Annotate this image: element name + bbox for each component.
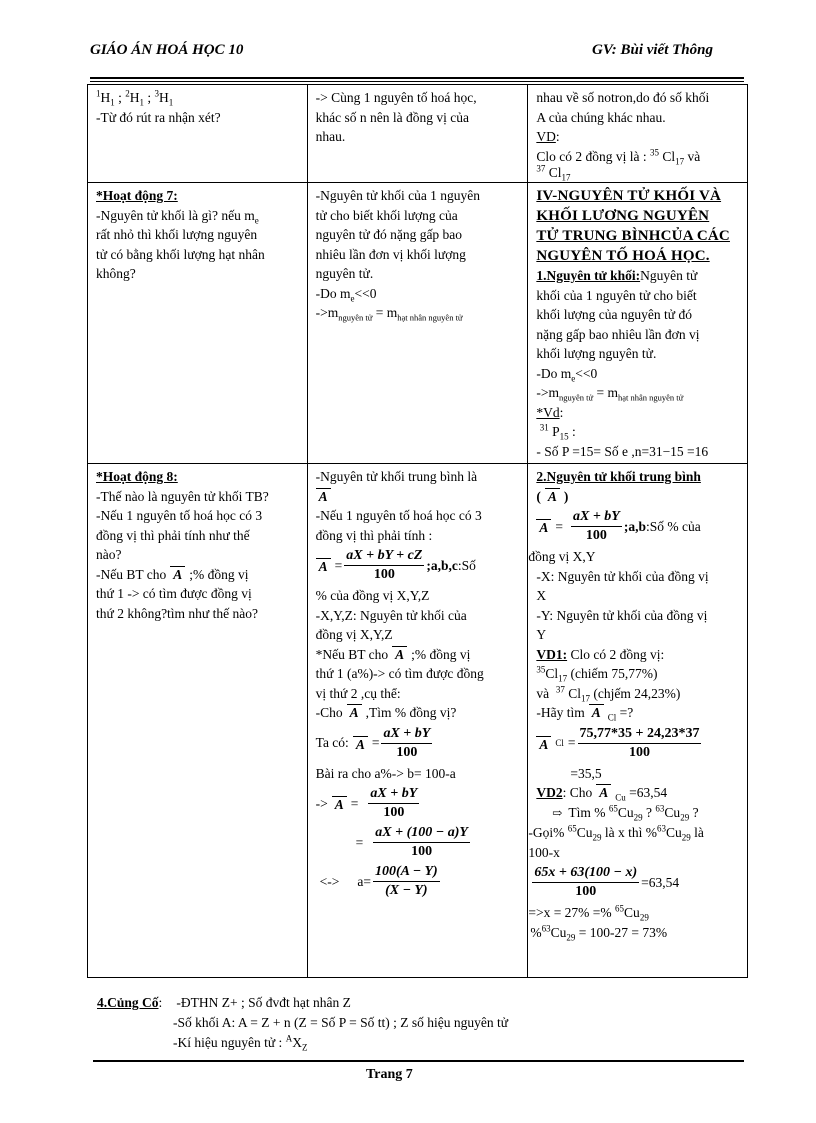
text-line: -Cho A ,Tìm % đồng vị? <box>315 705 457 720</box>
a-bar-symbol: A <box>316 488 331 503</box>
mass-equation: $->m_{nguyên tử} = m_{hạt nhân nguyên tử}$ <box>536 385 684 403</box>
isotope-list: $^1H_1$ ; $^2H_1$ ; $^3H_1$ <box>96 88 174 108</box>
text-line: -Nguyên tử khối là gì? nếu $m_e$ <box>96 207 259 226</box>
text-line: -Thế nào là nguyên tử khối TB? <box>96 488 269 504</box>
summary-line: -Kí hiệu nguyên tử : $^AX_Z$ <box>173 1033 308 1053</box>
section-title: TỬ TRUNG BÌNHCỦA CÁC <box>536 228 730 244</box>
text-line: nguyên tử. <box>315 266 374 281</box>
example-text: Clo có 2 đồng vị là : $^{35}$ $Cl_{17}$ và <box>536 147 701 167</box>
teacher-activity-cell <box>88 464 308 978</box>
example-label: *Vd: <box>536 404 564 420</box>
content-cell <box>528 183 748 464</box>
section-title: IV-NGUYÊN TỬ KHỐI VÀ <box>536 188 722 204</box>
text-line: Bài ra cho a%-> b= 100-a <box>315 765 456 781</box>
text-line: nguyên tử đó nặng gấp bao <box>315 227 463 242</box>
lesson-table <box>87 84 748 978</box>
text-line: $\%^{63}Cu_{29} = 100-27 = 73\%$ <box>530 923 668 943</box>
example-2-title: VD2: Cho A $_{Cu}$ =63,54 <box>536 785 668 803</box>
formula-average-mass: A = $\frac{aX + bY}{100}$ ;a,b :Số % của <box>536 508 743 545</box>
mass-equation: $->m_{nguyên tử} = m_{hạt nhân nguyên tử}$ <box>315 305 463 323</box>
text-line: đồng vị X,Y <box>528 549 596 564</box>
text-line: 100-x <box>528 844 560 860</box>
table-row <box>88 85 748 183</box>
text-line: khác số n nên là đồng vị của <box>315 109 469 125</box>
section-title: KHỐI LƯƠNG NGUYÊN <box>536 208 710 224</box>
text-line: X <box>536 588 547 603</box>
formula-two-isotopes: Ta có: A = $\frac{aX + bY}{100}$ <box>315 725 431 760</box>
text-line: thứ 2 không?tìm như thế nào? <box>96 605 258 621</box>
text-line: đồng vị thì phải tính như thế <box>96 527 250 543</box>
text-line: -Nguyên tử khối của 1 nguyên <box>315 188 481 203</box>
text-line: -X: Nguyên tử khối của đồng vị <box>536 568 709 584</box>
text-line: *Nếu BT cho A ;% đồng vị <box>315 646 471 662</box>
text-line: nặng gấp bao nhiêu lần đơn vị <box>536 326 700 342</box>
text-line: đồng vị X,Y,Z <box>315 627 393 642</box>
example-1-title: VD1: Clo có 2 đồng vị: <box>536 646 665 662</box>
text-line: -Nguyên tử khối trung bình là <box>315 469 478 484</box>
student-activity-cell <box>307 183 528 464</box>
text-line: nhiêu lần đơn vị khối lượng <box>315 246 466 262</box>
content-cell <box>528 464 748 978</box>
table-row <box>88 464 748 978</box>
text-line: không? <box>96 266 136 281</box>
text-line: nhau. <box>315 129 346 144</box>
teacher-name: GV: Bùi viết Thông <box>592 42 713 58</box>
text-line: ⇨ Tìm % $^{65}Cu_{29}$ ? $^{63}Cu_{29}$ ? <box>552 803 699 823</box>
text-line: khối lượng của nguyên tử đó <box>536 307 692 322</box>
summary-label: 4.Củng Cố <box>97 995 159 1010</box>
text-line: -Nếu 1 nguyên tố hoá học có 3 <box>96 508 263 523</box>
text-line: khối lượng nguyên tử. <box>536 346 657 361</box>
text-line: khối của 1 nguyên tử cho biết <box>536 287 697 303</box>
table-row <box>88 183 748 464</box>
text-line: -Nếu 1 nguyên tố hoá học có 3 <box>315 508 482 523</box>
formula-substituted: -> A = $\frac{aX + bY}{100}$ <box>315 786 418 820</box>
text-line: nhau về số notron,do đó số khối <box>536 90 710 105</box>
subsection-title: 1.Nguyên tử khối:Nguyên tử <box>536 268 698 283</box>
text-line: -Do $m_e<<0$ <box>536 365 598 384</box>
formula-copper: $\frac{65x + 63(100 - x)}{100}$ =63,54 <box>534 865 680 899</box>
student-activity-cell <box>307 464 528 978</box>
a-bar-line: ( A ) <box>536 488 569 504</box>
summary-line: -Số khối A: A = Z + n (Z = Số P = Số tt) ; Z số hiệu nguyên tử <box>173 1015 509 1030</box>
text-line: thứ 1 (a%)-> có tìm được đồng <box>315 666 484 681</box>
summary-line: 4.Củng Cố: -ĐTHN Z+ ; Số đvđt hạt nhân Z <box>97 995 351 1010</box>
formula-chlorine: A Cl = $\frac{75,77*35 + 24,23*37}{100}$ <box>536 725 743 762</box>
arrow-right-icon: ⇨ <box>552 805 563 820</box>
phosphorus-symbol: $^{31}$ $P_{15}$ : <box>539 422 576 442</box>
text-line: =>x = 27% =% $^{65}Cu_{29}$ <box>528 903 649 923</box>
summary-section <box>97 993 508 1053</box>
section-title: NGUYÊN TỐ HOÁ HỌC. <box>536 248 710 264</box>
footer-divider <box>93 1060 744 1062</box>
teacher-activity-cell <box>88 183 308 464</box>
text-line: -> Cùng 1 nguyên tố hoá học, <box>315 90 477 105</box>
activity-title: *Hoạt động 7: <box>96 188 178 203</box>
text-line: -Nếu BT cho A ;% đồng vị <box>96 566 249 582</box>
text-line: % của đồng vị X,Y,Z <box>315 588 430 603</box>
text-line: $^{35}Cl_{17}$ (chiếm 75,77%) <box>536 664 658 684</box>
text-line: -Do $m_e<<0$ <box>315 285 377 304</box>
text-line: rất nhỏ thì khối lượng nguyên <box>96 227 258 242</box>
question-text: -Từ đó rút ra nhận xét? <box>96 109 221 125</box>
content-cell <box>528 85 748 183</box>
student-activity-cell <box>307 85 528 183</box>
text-line: nào? <box>96 547 122 562</box>
text-line: =35,5 <box>570 765 602 781</box>
example-text: $^{37}$ $Cl_{17}$ <box>536 163 571 183</box>
text-line: Y <box>536 627 547 642</box>
subsection-title: 2.Nguyên tử khối trung bình <box>536 469 701 484</box>
activity-title: *Hoạt động 8: <box>96 469 178 484</box>
text-line: và $^{37}$ $Cl_{17}$ (chjếm 24,23%) <box>536 684 681 704</box>
example-label: VD: <box>536 129 560 144</box>
formula-three-isotopes: A = $\frac{aX + bY + cZ}{100}$ ;a,b,c :Số <box>316 547 524 584</box>
text-line: đồng vị thì phải tính : <box>315 527 433 543</box>
formula-substituted-b: = $\frac{aX + (100 - a)Y}{100}$ <box>355 825 468 859</box>
text-line: -Y: Nguyên tử khối của đồng vị <box>536 607 708 623</box>
text-line: thứ 1 -> có tìm được đồng vị <box>96 586 252 601</box>
a-bar-line <box>316 487 524 507</box>
header-divider <box>90 77 744 82</box>
page-number: Trang 7 <box>366 1067 413 1082</box>
text-line: -Hãy tìm A $_{Cl}$ =? <box>536 705 634 723</box>
a-bar-symbol: A <box>170 566 185 581</box>
formula-a: <-> a= $\frac{100(A - Y)}{(X - Y)}$ <box>319 864 438 898</box>
text-line: vị thứ 2 ,cụ thể: <box>315 685 401 701</box>
text-line: A của chúng khác nhau. <box>536 109 666 125</box>
document-title: GIÁO ÁN HOÁ HỌC 10 <box>90 42 244 58</box>
text-line: -Gọi% $^{65}Cu_{29}$ là x thì $\%^{63}Cu_{29}$ là <box>528 823 704 843</box>
text-line: tử cho biết khối lượng của <box>315 207 458 223</box>
text-line: tử có bằng khối lượng hạt nhân <box>96 246 265 262</box>
text-line: - Số P =15= Số e ,n=31−15 =16 <box>536 443 709 459</box>
teacher-activity-cell <box>88 85 308 183</box>
text-line: -X,Y,Z: Nguyên tử khối của <box>315 607 467 623</box>
